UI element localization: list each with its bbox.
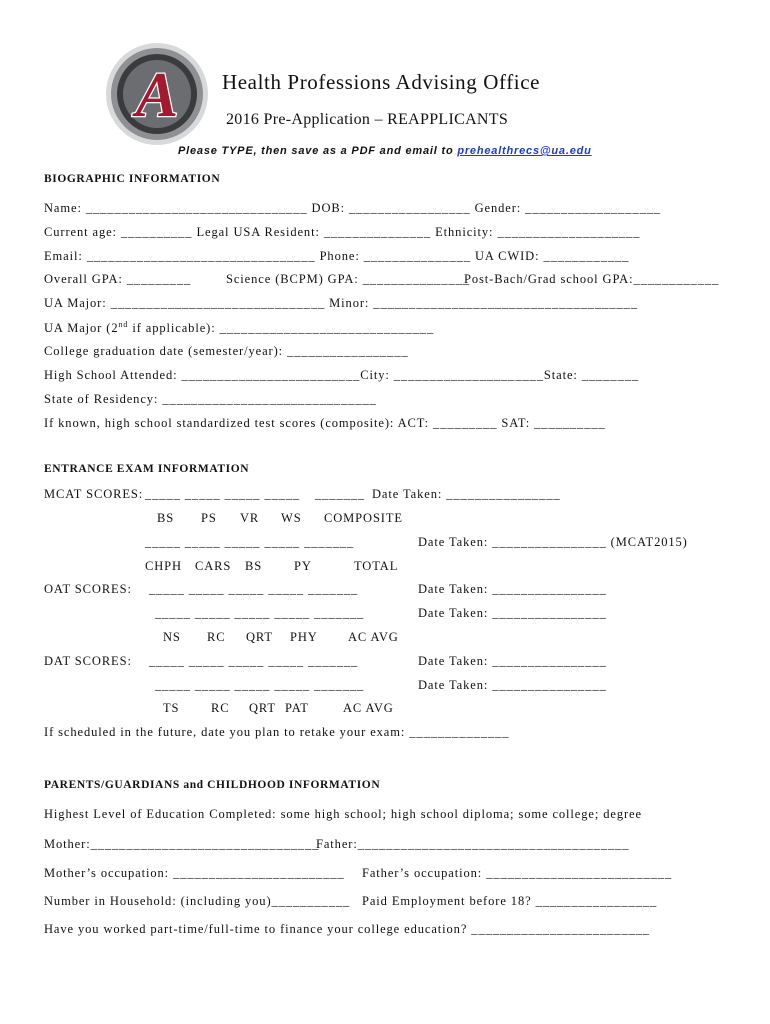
- science-gpa-field[interactable]: Science (BCPM) GPA: _______________: [226, 272, 470, 286]
- mcat-label: MCAT SCORES:: [44, 487, 144, 501]
- overall-gpa-field[interactable]: Overall GPA: _________: [44, 272, 192, 286]
- graduation-date-line[interactable]: College graduation date (semester/year): _________________: [44, 344, 409, 358]
- oat-col-label: PHY: [290, 630, 318, 644]
- second-major-prefix: UA Major (2: [44, 321, 119, 336]
- instruction-line: [178, 145, 592, 157]
- page-title: Health Professions Advising Office: [222, 70, 541, 94]
- major-minor-line[interactable]: UA Major: ______________________________ Minor: _____________________________________: [44, 296, 638, 310]
- mcat2015-score-blanks[interactable]: _____ _____ _____ _____ _______: [145, 535, 355, 549]
- household-field[interactable]: Number in Household: (including you)___________: [44, 894, 351, 908]
- postbach-gpa-field[interactable]: Post-Bach/Grad school GPA:____________: [464, 272, 720, 286]
- mcat-col-label: BS: [157, 511, 175, 525]
- dat-col-label: QRT: [249, 701, 276, 715]
- second-major-suffix: if applicable): ______________________________: [128, 321, 435, 336]
- father-occupation-field[interactable]: Father’s occupation: __________________________: [362, 866, 673, 880]
- test-scores-line[interactable]: If known, high school standardized test scores (composite): ACT: _________ SAT: __________: [44, 416, 606, 430]
- section-heading-exam: ENTRANCE EXAM INFORMATION: [44, 463, 250, 475]
- state-residency-line[interactable]: State of Residency: ______________________________: [44, 392, 377, 406]
- mcat-col-label: WS: [281, 511, 302, 525]
- mcat2015-col-label: PY: [294, 559, 312, 573]
- mother-occupation-field[interactable]: Mother’s occupation: ________________________: [44, 866, 345, 880]
- mcat2015-col-label: CARS: [195, 559, 232, 573]
- oat-date-field[interactable]: Date Taken: ________________: [418, 606, 607, 620]
- dat-date-field[interactable]: Date Taken: ________________: [418, 654, 607, 668]
- dat-col-label: TS: [163, 701, 180, 715]
- dat-col-label: PAT: [285, 701, 309, 715]
- dat-label: DAT SCORES:: [44, 654, 132, 668]
- dat-score-blanks[interactable]: _____ _____ _____ _____ _______: [155, 678, 365, 692]
- oat-col-label: QRT: [246, 630, 273, 644]
- university-logo: [105, 42, 209, 146]
- section-heading-biographic: BIOGRAPHIC INFORMATION: [44, 173, 221, 185]
- high-school-line[interactable]: High School Attended: _________________________City: _____________________State: ________: [44, 368, 640, 382]
- oat-score-blanks[interactable]: _____ _____ _____ _____ _______: [149, 582, 359, 596]
- dat-date-field[interactable]: Date Taken: ________________: [418, 678, 607, 692]
- oat-score-blanks[interactable]: _____ _____ _____ _____ _______: [155, 606, 365, 620]
- employment-field[interactable]: Paid Employment before 18? _________________: [362, 894, 658, 908]
- instruction-email-link[interactable]: prehealthrecs@ua.edu: [457, 145, 592, 157]
- page-subtitle: 2016 Pre-Application – REAPPLICANTS: [226, 111, 509, 128]
- mcat-composite-blank[interactable]: _______: [315, 487, 366, 501]
- mcat2015-col-label: BS: [245, 559, 263, 573]
- mcat2015-col-label: CHPH: [145, 559, 182, 573]
- logo-letter: A: [135, 59, 179, 130]
- mcat-col-label: VR: [240, 511, 260, 525]
- oat-col-label: NS: [163, 630, 181, 644]
- mcat-date-field[interactable]: Date Taken: ________________: [372, 487, 561, 501]
- instruction-text: Please TYPE, then save as a PDF and email to: [178, 145, 458, 157]
- education-level-line[interactable]: Highest Level of Education Completed: some high school; high school diploma; some college; degree: [44, 807, 642, 821]
- mcat-col-label: PS: [201, 511, 217, 525]
- dat-score-blanks[interactable]: _____ _____ _____ _____ _______: [149, 654, 359, 668]
- age-resident-ethnicity-line[interactable]: Current age: __________ Legal USA Resident: _______________ Ethnicity: ____________________: [44, 225, 641, 239]
- second-major-sup: nd: [118, 320, 129, 329]
- email-phone-cwid-line[interactable]: Email: ________________________________ Phone: _______________ UA CWID: ____________: [44, 249, 630, 263]
- name-dob-gender-line[interactable]: Name: _______________________________ DOB: _________________ Gender: ___________________: [44, 201, 662, 215]
- mcat-score-blanks[interactable]: _____ _____ _____ _____: [145, 487, 301, 501]
- second-major-line[interactable]: [44, 320, 434, 336]
- dat-col-label: AC AVG: [343, 701, 394, 715]
- finance-work-line[interactable]: Have you worked part-time/full-time to finance your college education? _________________________: [44, 922, 651, 936]
- oat-label: OAT SCORES:: [44, 582, 132, 596]
- father-field[interactable]: Father:______________________________________: [316, 837, 630, 851]
- mcat2015-date-field[interactable]: Date Taken: ________________ (MCAT2015): [418, 535, 688, 549]
- dat-col-label: RC: [211, 701, 230, 715]
- retake-date-line[interactable]: If scheduled in the future, date you plan to retake your exam: ______________: [44, 725, 510, 739]
- section-heading-parents: PARENTS/GUARDIANS and CHILDHOOD INFORMATION: [44, 779, 381, 791]
- mcat-col-label: COMPOSITE: [324, 511, 403, 525]
- oat-col-label: RC: [207, 630, 226, 644]
- mcat2015-col-label: TOTAL: [354, 559, 399, 573]
- oat-col-label: AC AVG: [348, 630, 399, 644]
- mother-field[interactable]: Mother:________________________________: [44, 837, 320, 851]
- oat-date-field[interactable]: Date Taken: ________________: [418, 582, 607, 596]
